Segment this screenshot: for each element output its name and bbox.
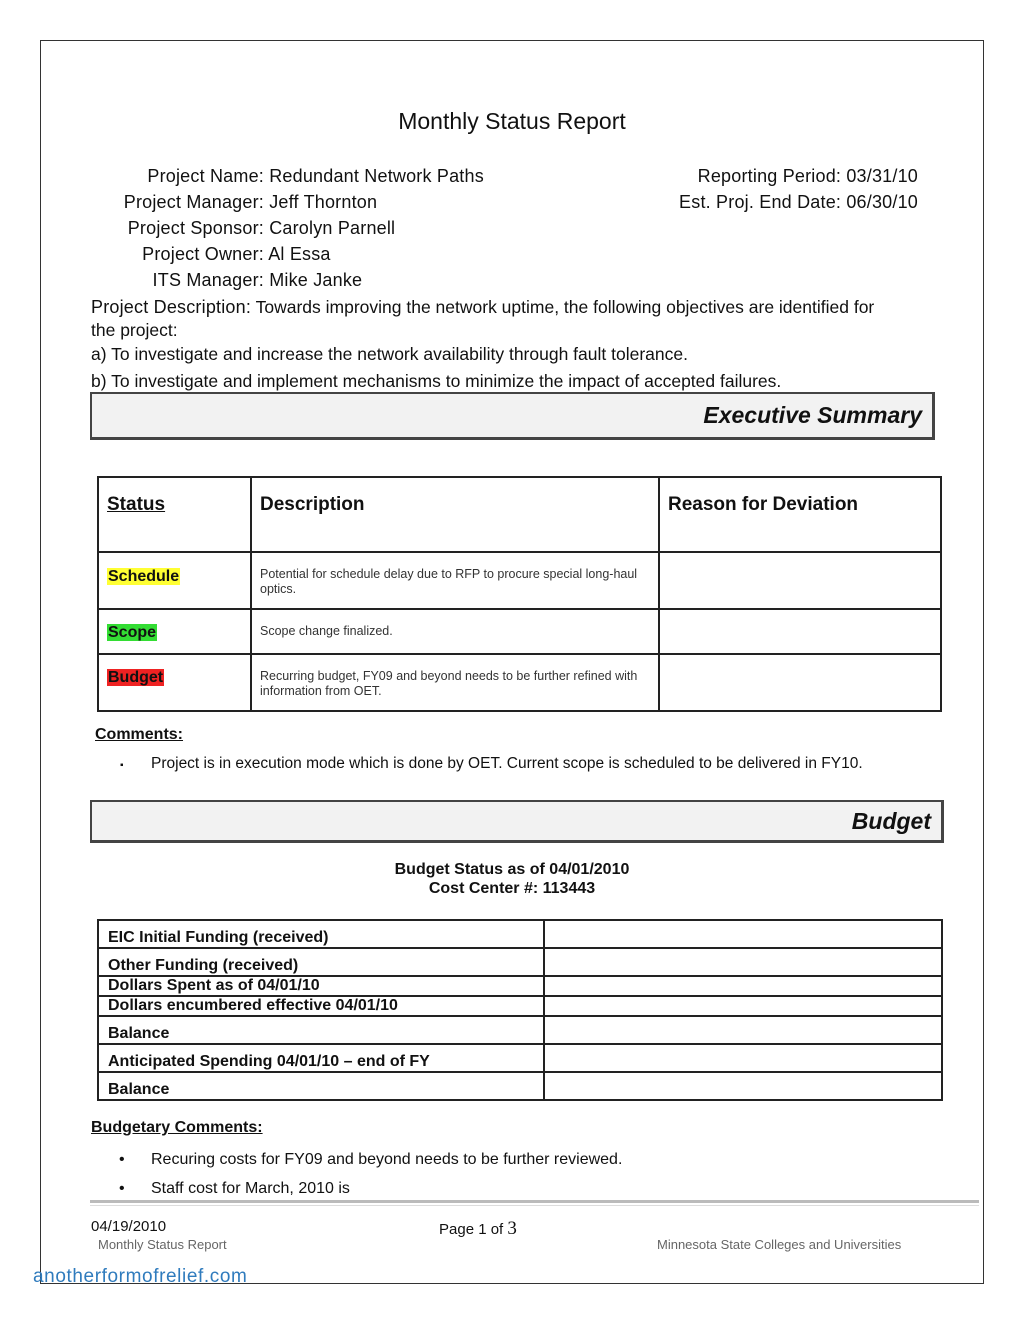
project-name-row (100, 166, 484, 187)
page-title: Monthly Status Report (398, 108, 626, 134)
budget-heading: Budget (851, 808, 931, 834)
footer-divider-thin (90, 1205, 979, 1206)
status-table (97, 476, 942, 712)
project-sponsor-value: Carolyn Parnell (269, 218, 396, 238)
budget-row-label: Dollars encumbered effective 04/01/10 (98, 996, 544, 1016)
budget-row-value (544, 920, 942, 948)
footer-date: 04/19/2010 (91, 1218, 167, 1235)
status-badge: Budget (108, 669, 164, 686)
cost-center: Cost Center #: 113443 (428, 880, 596, 897)
budgetary-comments-label: Budgetary Comments: (91, 1119, 263, 1136)
reason-cell (659, 609, 941, 654)
budget-row-value (544, 1016, 942, 1044)
table-row (98, 1072, 942, 1100)
footer-doc-name: Monthly Status Report (98, 1237, 227, 1252)
bullet-icon: ▪ (120, 760, 124, 771)
objective-b: b) To investigate and implement mechanisms to minimize the impact of accepted failures. (91, 371, 782, 391)
budget-row-label: Anticipated Spending 04/01/10 – end of FY (98, 1044, 544, 1072)
status-cell (98, 552, 251, 609)
reason-cell (659, 654, 941, 711)
table-row (98, 976, 942, 996)
project-owner-row (100, 244, 331, 265)
project-description-line2: the project: (91, 320, 178, 340)
executive-summary-banner (90, 392, 935, 440)
project-manager-value: Jeff Thornton (269, 192, 378, 212)
budget-status-line: Budget Status as of 04/01/2010 (394, 861, 630, 878)
budget-row-label: Balance (98, 1016, 544, 1044)
budget-comment-text: Recuring costs for FY09 and beyond needs to be further reviewed. (151, 1151, 623, 1168)
bullet-icon: • (119, 1151, 125, 1168)
budget-row-label: EIC Initial Funding (received) (98, 920, 544, 948)
table-row (98, 1044, 942, 1072)
description-cell: Potential for schedule delay due to RFP to procure special long-haul optics. (251, 552, 659, 609)
table-row (98, 948, 942, 976)
description-cell: Recurring budget, FY09 and beyond needs to be further refined with information from OET. (251, 654, 659, 711)
footer-divider (90, 1200, 979, 1203)
footer-organization: Minnesota State Colleges and Universities (657, 1237, 902, 1252)
its-manager-value: Mike Janke (269, 270, 363, 290)
table-row (98, 920, 942, 948)
status-cell (98, 654, 251, 711)
budget-table (97, 919, 943, 1101)
reporting-period-label: Reporting Period: (697, 166, 842, 186)
reason-cell (659, 552, 941, 609)
budget-comment-item (119, 1180, 350, 1198)
page-prefix: Page 1 of (439, 1221, 504, 1238)
est-end-date-value: 06/30/10 (846, 192, 918, 212)
table-row (98, 552, 941, 609)
project-owner-value: Al Essa (268, 244, 331, 264)
status-badge: Scope (108, 624, 157, 641)
budget-row-value (544, 1072, 942, 1100)
project-sponsor-row (100, 218, 395, 239)
description-cell: Scope change finalized. (251, 609, 659, 654)
status-badge: Schedule (108, 568, 180, 585)
reporting-period-value: 03/31/10 (846, 166, 918, 186)
table-row (98, 996, 942, 1016)
budget-row-value (544, 976, 942, 996)
its-manager-row (100, 270, 362, 291)
status-column-header: Status (98, 477, 251, 552)
reason-column-header: Reason for Deviation (659, 477, 941, 552)
project-description-label: Project Description: (91, 297, 252, 317)
project-description (91, 297, 874, 318)
project-name-label: Project Name: (147, 166, 264, 186)
objective-a: a) To investigate and increase the network availability through fault tolerance. (91, 344, 688, 364)
status-table-header (98, 477, 941, 552)
budget-row-label: Other Funding (received) (98, 948, 544, 976)
project-sponsor-label: Project Sponsor: (127, 218, 264, 238)
budget-row-label: Balance (98, 1072, 544, 1100)
est-end-date (679, 192, 918, 213)
table-row (98, 654, 941, 711)
its-manager-label: ITS Manager: (152, 270, 264, 290)
project-description-text: Towards improving the network uptime, the following objectives are identified for (255, 297, 875, 317)
bullet-icon: • (119, 1180, 125, 1197)
budget-row-value (544, 1044, 942, 1072)
comments-label: Comments: (95, 726, 184, 743)
est-end-date-label: Est. Proj. End Date: (679, 192, 842, 212)
project-manager-row (100, 192, 377, 213)
comment-item (120, 755, 863, 773)
comment-text: Project is in execution mode which is done by OET. Current scope is scheduled to be delivered in FY10. (151, 755, 863, 772)
project-name-value: Redundant Network Paths (269, 166, 484, 186)
watermark: anotherformofrelief.com (33, 1266, 248, 1287)
budget-row-value (544, 996, 942, 1016)
executive-summary-heading: Executive Summary (703, 402, 922, 428)
reporting-period (698, 166, 918, 187)
budget-row-value (544, 948, 942, 976)
footer-page-number (439, 1218, 517, 1240)
budget-comment-item (119, 1151, 622, 1169)
description-column-header: Description (251, 477, 659, 552)
budget-comment-text: Staff cost for March, 2010 is (151, 1180, 350, 1197)
budget-row-label: Dollars Spent as of 04/01/10 (98, 976, 544, 996)
budget-banner (90, 800, 944, 843)
project-owner-label: Project Owner: (142, 244, 264, 264)
table-row (98, 609, 941, 654)
project-manager-label: Project Manager: (123, 192, 264, 212)
table-row (98, 1016, 942, 1044)
page-total: 3 (507, 1218, 517, 1239)
status-cell (98, 609, 251, 654)
